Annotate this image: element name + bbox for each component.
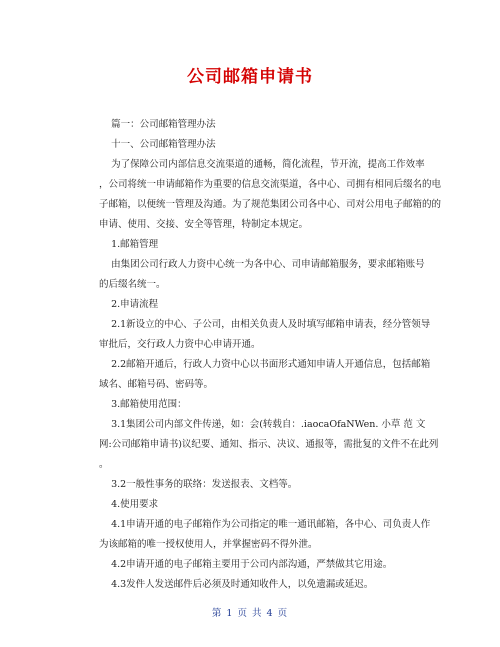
document-body [99, 115, 442, 595]
text-line: 4.3发件人发送邮件后必须及时通知收件人，以免遗漏或延迟。 [99, 579, 374, 590]
text-line: 2.1新设立的中心、子公司，由相关负责人及时填写邮箱申请表，经分管领导 [99, 319, 431, 330]
text-line: 4.1申请开通的电子邮箱作为公司指定的唯一通讯邮箱，各中心、司负责人作 [99, 519, 431, 530]
section-heading: 2.申请流程 [99, 299, 159, 310]
text-line: 篇一：公司邮箱管理办法 [99, 119, 216, 130]
text-line: 网:公司邮箱申请书)议纪要、通知、指示、决议、通报等，需批复的文件不在此列 [99, 439, 439, 450]
text-line: 的后缀名统一。 [99, 279, 166, 290]
text-line: 十一、公司邮箱管理办法 [99, 139, 216, 150]
text-line: 审批后，交行政人力资中心申请开通。 [99, 339, 261, 350]
text-line: 子邮箱，以便统一管理及沟通。为了规范集团公司各中心、司对公用电子邮箱的的 [99, 199, 442, 210]
text-line: ，公司将统一申请邮箱作为重要的信息交流渠道，各中心、司拥有相同后缀名的电 [99, 179, 442, 190]
text-line: 域名、邮箱号码、密码等。 [99, 379, 214, 390]
text-line: 为了保障公司内部信息交流渠道的通畅，简化流程，节开流，提高工作效率 [99, 159, 425, 170]
page-footer: 第 1 页 共 4 页 [211, 608, 289, 619]
text-line: 为该邮箱的唯一授权使用人，并掌握密码不得外泄。 [99, 539, 318, 550]
text-line: 申请、使用、交接、安全等管理，特制定本规定。 [99, 219, 309, 230]
text-line: 3.1集团公司内部文件传递，如：会(转载自：.iaocaOfaNWen. 小草 范 文 [99, 419, 426, 430]
document-title: 公司邮箱申请书 [187, 67, 313, 87]
section-heading: 1.邮箱管理 [99, 239, 159, 250]
text-line: 由集团公司行政人力资中心统一为各中心、司申请邮箱服务，要求邮箱账号 [99, 259, 425, 270]
text-line: 4.2申请开通的电子邮箱主要用于公司内部沟通，严禁做其它用途。 [99, 559, 393, 570]
text-line: 。 [99, 459, 109, 470]
text-line: 3.2一般性事务的联络：发送报表、文档等。 [99, 479, 298, 490]
section-heading: 3.邮箱使用范围： [99, 399, 187, 410]
text-line: 2.2邮箱开通后，行政人力资中心以书面形式通知申请人开通信息，包括邮箱 [99, 359, 431, 370]
section-heading: 4.使用要求 [99, 499, 159, 510]
